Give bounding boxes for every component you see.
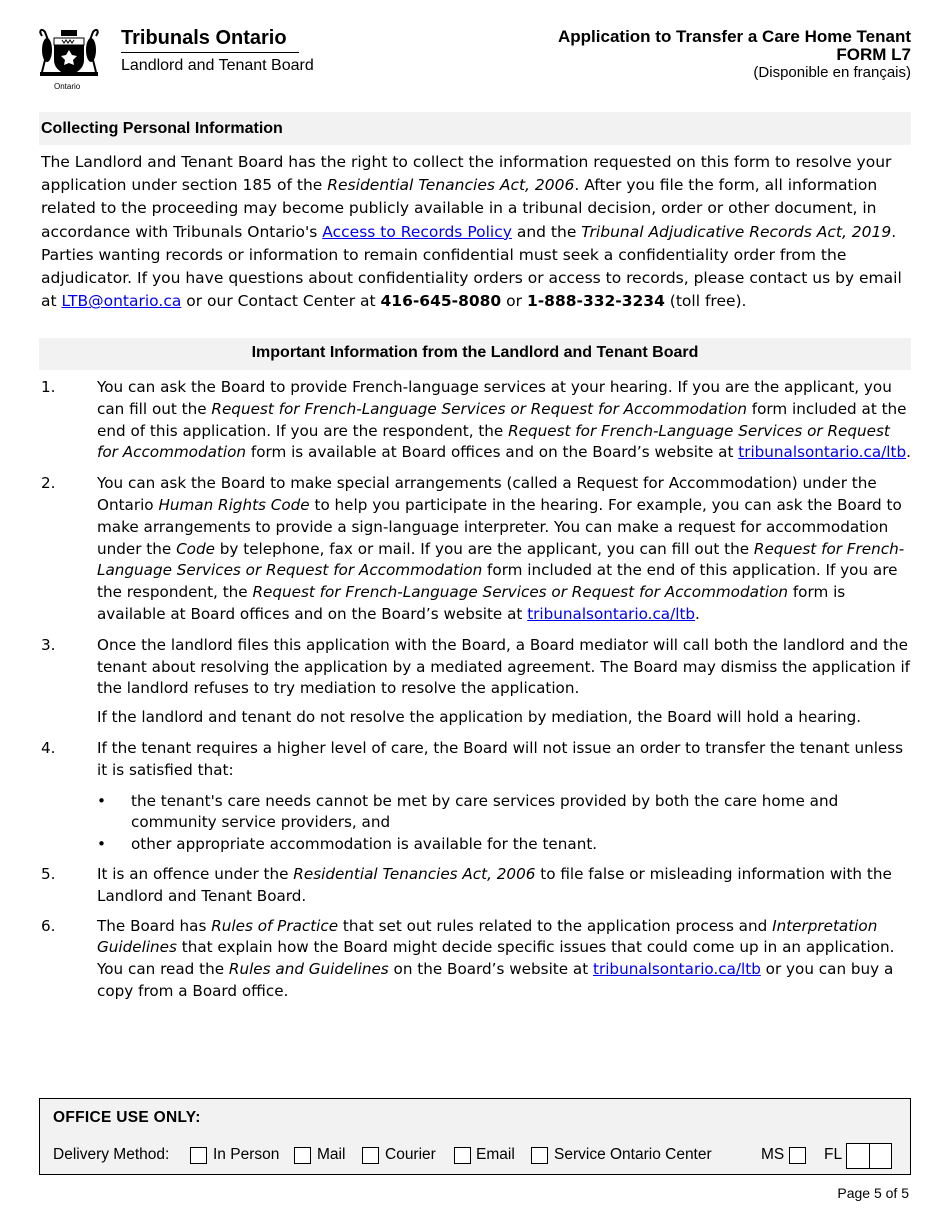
item-number: 2. [41,474,56,493]
form-header [558,28,911,81]
courier-label: Courier [385,1146,436,1163]
ltb-website-link[interactable]: tribunalsontario.ca/ltb [527,604,696,623]
ms-checkbox[interactable] [789,1147,806,1164]
item-italic: Code [176,539,215,558]
email-label: Email [476,1146,515,1163]
important-list [41,377,913,1012]
item-text: or you can buy a copy from a Board office. [97,960,894,1000]
bullet-text: the tenant's care needs cannot be met by care services provided by both the care home and community service providers, and [131,791,839,832]
important-heading: Important Information from the Landlord and Tenant Board [39,338,911,370]
logo-caption: Ontario [54,82,81,91]
mail-label: Mail [317,1146,346,1163]
phone-tollfree: 1-888-332-3234 [526,292,665,311]
list-item [41,377,913,464]
delivery-method-label: Delivery Method: [53,1146,170,1163]
in-person-label: In Person [213,1146,280,1163]
phone-local: 416-645-8080 [380,292,502,311]
collecting-text-4: . Parties wanting records or information to remain confidential must seek a confidentiality order from the adjudicator. If you have questions about confidentiality orders or access to records, please contact us by email at [41,222,902,311]
collecting-text-5: or our Contact Center at [181,292,381,311]
ltb-website-link[interactable]: tribunalsontario.ca/ltb [593,960,761,979]
bullet-text: other appropriate accommodation is available for the tenant. [131,835,598,854]
collecting-paragraph [41,151,913,313]
form-code: FORM L7 [836,45,911,64]
item-text: Once the landlord files this application with the Board, a Board mediator will call both the landlord and the tenant about resolving the application by a mediated agreement. The Board may dismiss the application if the landlord refuses to try mediation to resolve the application. [97,635,911,698]
item-text: that set out rules related to the application process and [338,916,773,935]
item-text: form included at the end of this application. If you are the respondent, the [97,399,907,440]
item-text: by telephone, fax or mail. If you are the applicant, you can fill out the [214,539,754,558]
bullet-icon: • [97,791,106,810]
ltb-email-link[interactable]: LTB@ontario.ca [61,292,182,311]
item-text: . [695,604,700,623]
collecting-text-7: (toll free). [664,292,747,311]
org-name: Tribunals Ontario [121,27,287,49]
email-checkbox[interactable] [454,1147,471,1164]
service-ontario-checkbox[interactable] [531,1147,548,1164]
item-text: form is available at Board offices and on the Board’s website at [246,443,739,462]
item-italic: Request for French-Language Services or Request for Accommodation [211,399,747,418]
collecting-text-2: . After you file the form, all information related to the proceeding may become publicly available in a tribunal decision, order or other document, in accordance with Tribunals Ontario's [41,176,878,241]
item-italic: Residential Tenancies Act, 2006 [293,864,536,883]
bullet-icon: • [97,835,106,854]
service-ontario-label: Service Ontario Center [554,1146,712,1163]
form-title: Application to Transfer a Care Home Tenant [558,27,911,46]
ms-label: MS [761,1146,785,1163]
item-number: 4. [41,738,56,757]
courier-checkbox[interactable] [362,1147,379,1164]
collecting-heading: Collecting Personal Information [39,112,911,145]
bullet-item [97,791,913,835]
item-italic: Request for French-Language Services or Request for Accommodation [97,539,905,580]
item-text: on the Board’s website at [388,960,594,979]
office-use-title: OFFICE USE ONLY: [53,1109,201,1126]
item-text: . [906,443,911,462]
list-item [41,635,913,729]
item-number: 5. [41,864,56,883]
collecting-text-3: and the [511,222,582,241]
item-text: It is an offence under the [97,864,294,883]
in-person-checkbox[interactable] [190,1147,207,1164]
collecting-text-1: The Landlord and Tenant Board has the right to collect the information requested on this form to resolve your application under section 185 of the [41,153,892,195]
french-note: (Disponible en français) [753,64,911,81]
list-item [41,738,913,856]
collecting-text-6: or [501,292,527,311]
list-item [41,473,913,626]
mail-checkbox[interactable] [294,1147,311,1164]
item-number: 3. [41,635,56,654]
item-text: If the tenant requires a higher level of care, the Board will not issue an order to transfer the tenant unless it is satisfied that: [97,738,904,779]
item-italic: Human Rights Code [158,495,310,514]
item-text: to file false or misleading information with the Landlord and Tenant Board. [97,864,892,905]
item-italic: Rules of Practice [211,916,339,935]
rta-title: Residential Tenancies Act, 2006 [327,176,575,195]
item-text: to help you participate in the hearing. For example, you can ask the Board to make arrangements to provide a sign-language interpreter. You can make a request for accommodation under the [97,495,902,558]
item-italic: Interpretation Guidelines [97,916,878,957]
item-text: form included at the end of this application. If you are the respondent, the [97,561,898,602]
item-text: You can ask the Board to make special arrangements (called a Request for Accommodation) under the Ontario [97,474,877,514]
item-text: If the landlord and tenant do not resolve the application by mediation, the Board will hold a hearing. [97,708,862,727]
list-item [41,916,913,1003]
item-number: 1. [41,378,56,396]
tara-title: Tribunal Adjudicative Records Act, 2019 [581,222,892,241]
item-italic: Rules and Guidelines [228,960,389,979]
item-italic: Request for French-Language Services or Request for Accommodation [97,421,890,462]
list-item [41,864,913,908]
bullet-list [97,791,913,856]
item-text: form is available at Board offices and on the Board’s website at [97,583,846,623]
bullet-item [97,834,913,856]
item-italic: Request for French-Language Services or Request for Accommodation [252,583,788,602]
item-text: that explain how the Board might decide specific issues that could come up in an application. You can read the [97,938,895,979]
ltb-website-link[interactable]: tribunalsontario.ca/ltb [738,443,907,462]
item-text: You can ask the Board to provide French-language services at your hearing. If you are the applicant, you can fill out the [97,378,892,418]
org-subtitle: Landlord and Tenant Board [121,57,314,74]
org-divider [121,52,299,53]
fl-label: FL [824,1146,843,1163]
page-number: Page 5 of 5 [837,1185,909,1201]
item-text: The Board has [97,916,212,935]
access-to-records-link[interactable]: Access to Records Policy [322,222,512,241]
fl-input[interactable] [846,1143,892,1169]
item-number: 6. [41,916,56,935]
